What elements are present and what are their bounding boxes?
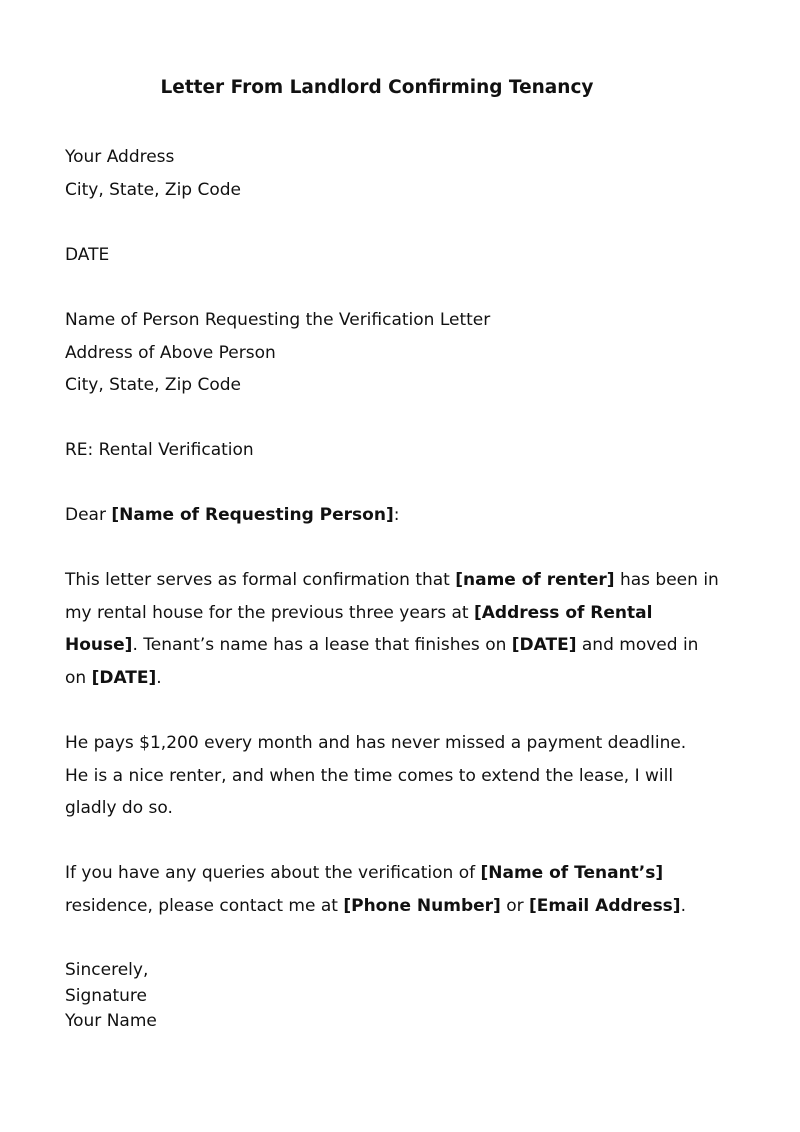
paragraph-line: He pays $1,200 every month and has never missed a payment deadline. — [65, 733, 687, 753]
paragraph-line — [65, 857, 705, 890]
salutation-prefix: Dear — [65, 505, 112, 525]
salutation-suffix: : — [393, 505, 400, 525]
recipient-name: Name of Person Requesting the Verification Letter — [65, 310, 491, 330]
paragraph-line — [65, 662, 705, 695]
recipient-address-block — [65, 304, 705, 402]
text-run: and moved in — [576, 635, 699, 655]
renter-name-placeholder: [name of renter] — [455, 570, 615, 590]
text-run: residence, please contact me at — [65, 895, 344, 916]
closing-name: Your Name — [65, 1011, 157, 1031]
paragraph-line — [65, 890, 705, 923]
salutation-block — [65, 499, 705, 532]
text-run: . — [156, 667, 162, 688]
text-run: If you have any queries about the verification of — [65, 863, 481, 883]
text-run: has been in — [614, 570, 719, 590]
paragraph-line: He is a nice renter, and when the time comes to extend the lease, I will — [65, 765, 674, 786]
letter-date: DATE — [65, 245, 110, 265]
paragraph-confirmation — [65, 564, 719, 694]
salutation-name: [Name of Requesting Person] — [111, 505, 394, 525]
tenant-name-placeholder: [Name of Tenant’s] — [480, 863, 664, 883]
sender-address-block — [65, 141, 705, 206]
lease-end-date-placeholder: [DATE] — [511, 635, 577, 655]
rental-address-placeholder-end: House] — [65, 635, 133, 655]
paragraph-payment — [65, 727, 705, 825]
text-run: This letter serves as formal confirmation that — [65, 570, 456, 590]
text-run: my rental house for the previous three years at — [65, 602, 474, 623]
date-block — [65, 239, 705, 272]
text-run: . — [680, 895, 686, 916]
closing-block — [65, 958, 705, 1035]
phone-number-placeholder: [Phone Number] — [343, 895, 501, 916]
paragraph-line — [65, 629, 705, 662]
paragraph-line — [65, 597, 705, 630]
recipient-city-state-zip: City, State, Zip Code — [65, 375, 242, 395]
page-title: Letter From Landlord Confirming Tenancy — [160, 77, 594, 98]
subject-block — [65, 434, 705, 467]
subject-line: RE: Rental Verification — [65, 440, 254, 460]
rental-address-placeholder: [Address of Rental — [473, 602, 653, 623]
text-run: on — [65, 667, 92, 688]
recipient-address: Address of Above Person — [65, 342, 276, 363]
salutation — [65, 499, 705, 532]
email-address-placeholder: [Email Address] — [529, 895, 681, 916]
paragraph-line: gladly do so. — [65, 798, 173, 818]
sender-address: Your Address — [65, 147, 175, 167]
paragraph-line — [65, 564, 719, 597]
text-run: . Tenant’s name has a lease that finishes on — [132, 635, 512, 655]
paragraph-contact — [65, 857, 705, 922]
move-in-date-placeholder: [DATE] — [91, 667, 157, 688]
text-run: or — [500, 895, 530, 916]
closing-signature: Signature — [65, 985, 148, 1006]
closing-sincerely: Sincerely, — [65, 960, 149, 980]
sender-city-state-zip: City, State, Zip Code — [65, 179, 242, 200]
